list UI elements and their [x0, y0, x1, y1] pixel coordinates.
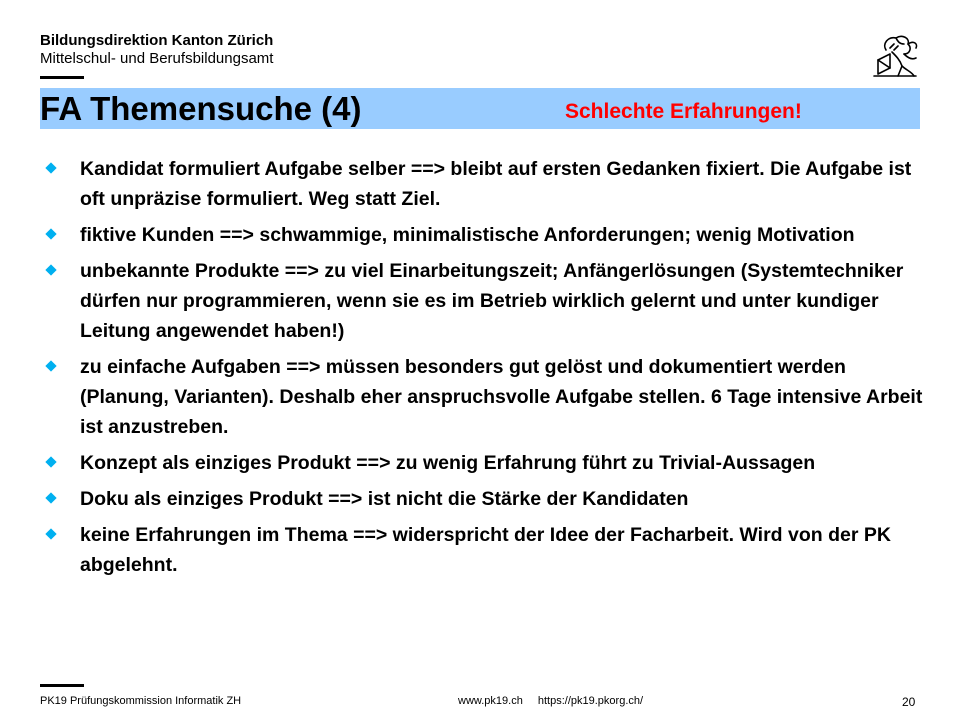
bullet-text: Doku als einziges Produkt ==> ist nicht die Stärke der Kandidaten — [80, 488, 689, 510]
bullet-item — [44, 256, 924, 346]
bullet-list — [44, 154, 924, 586]
title-bar — [40, 88, 920, 129]
footer-links — [458, 695, 655, 707]
diamond-bullet-icon — [44, 455, 58, 469]
organization-header — [40, 32, 273, 68]
bullet-item — [44, 220, 924, 250]
org-department: Mittelschul- und Berufsbildungsamt — [40, 50, 274, 67]
bullet-text: keine Erfahrungen im Thema ==> widerspricht der Idee der Facharbeit. Wird von der PK abgelehnt. — [80, 524, 891, 576]
org-name: Bildungsdirektion Kanton Zürich — [40, 32, 274, 49]
bullet-item — [44, 352, 924, 442]
diamond-bullet-icon — [44, 527, 58, 541]
footer-organization: PK19 Prüfungskommission Informatik ZH — [40, 695, 242, 707]
footer-link-pk19[interactable]: www.pk19.ch — [458, 695, 523, 707]
diamond-bullet-icon — [44, 161, 58, 175]
zurich-lion-crest-icon — [868, 30, 922, 82]
slide-subtitle: Schlechte Erfahrungen! — [565, 100, 802, 123]
bullet-text: Kandidat formuliert Aufgabe selber ==> bleibt auf ersten Gedanken fixiert. Die Aufgabe ist oft unpräzise formuliert. Weg statt Ziel. — [80, 158, 912, 210]
bullet-item — [44, 154, 924, 214]
bullet-text: Konzept als einziges Produkt ==> zu wenig Erfahrung führt zu Trivial-Aussagen — [80, 452, 816, 474]
bullet-text: fiktive Kunden ==> schwammige, minimalistische Anforderungen; wenig Motivation — [80, 224, 855, 246]
bullet-item — [44, 448, 924, 478]
diamond-bullet-icon — [44, 227, 58, 241]
diamond-bullet-icon — [44, 359, 58, 373]
footer-link-pkorg[interactable]: https://pk19.pkorg.ch/ — [537, 695, 644, 707]
bullet-item — [44, 520, 924, 580]
slide-title: FA Themensuche (4) — [40, 90, 362, 127]
footer-rule — [40, 684, 84, 687]
bullet-text: unbekannte Produkte ==> zu viel Einarbeitungszeit; Anfängerlösungen (Systemtechniker dürfen nur programmieren, wenn sie es im Betrieb wirklich gelernt und unter kundiger Leitung angewendet haben!) — [80, 260, 904, 342]
header-rule — [40, 76, 84, 79]
diamond-bullet-icon — [44, 491, 58, 505]
bullet-item — [44, 484, 924, 514]
diamond-bullet-icon — [44, 263, 58, 277]
page-number: 20 — [902, 695, 916, 709]
bullet-text: zu einfache Aufgaben ==> müssen besonders gut gelöst und dokumentiert werden (Planung, Varianten). Deshalb eher anspruchsvolle Aufgabe stellen. 6 Tage intensive Arbeit ist anzustreben. — [80, 356, 923, 438]
